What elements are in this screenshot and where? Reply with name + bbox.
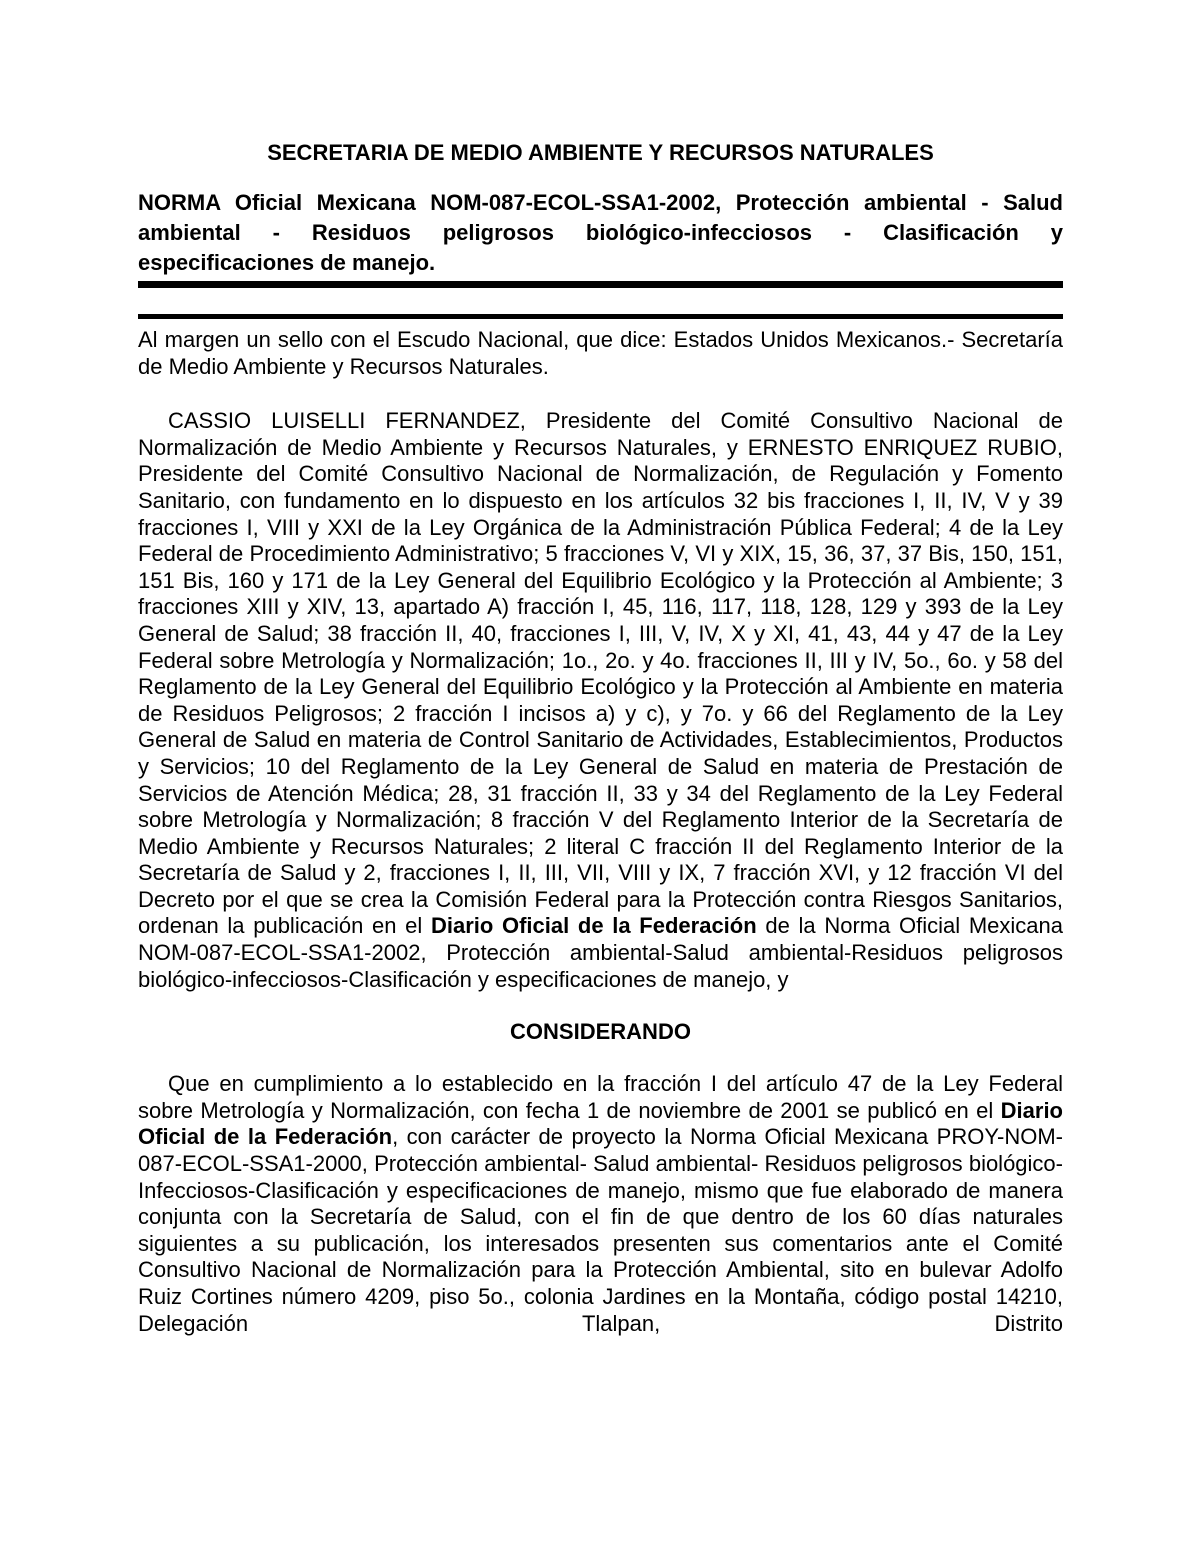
considerando-text-2: , con carácter de proyecto la Norma Oficial Mexicana PROY-NOM-087-ECOL-SSA1-2000, Protección ambiental- Salud ambiental- Residuos peligrosos biológico-Infecciosos-Clasificación y especificaciones de manejo, mismo que fue elaborado de manera conjunta con la Secretaría de Salud, con el fin de que dentro de los 60 días naturales siguientes a su publicación, los interesados presenten sus comentarios ante el Comité Consultivo Nacional de Normalización para la Protección Ambiental, sito en bulevar Adolfo Ruiz Cortines número 4209, piso 5o., colonia Jardines en la Montaña, código postal 14210, Delegación Tlalpan, Distrito <box>138 1124 1063 1336</box>
margin-note-paragraph: Al margen un sello con el Escudo Nacional, que dice: Estados Unidos Mexicanos.- Secretaría de Medio Ambiente y Recursos Naturales. <box>138 327 1063 379</box>
section-heading-considerando: CONSIDERANDO <box>510 1019 691 1045</box>
preamble-text-1: CASSIO LUISELLI FERNANDEZ, Presidente del Comité Consultivo Nacional de Normalización de Medio Ambiente y Recursos Naturales, y ERNESTO ENRIQUEZ RUBIO, Presidente del Comité Consultivo Nacional de Normalización, de Regulación y Fomento Sanitario, con fundamento en lo dispuesto en los artículos 32 bis fracciones I, II, IV, V y 39 fracciones I, VIII y XXI de la Ley Orgánica de la Administración Pública Federal; 4 de la Ley Federal de Procedimiento Administrativo; 5 fracciones V, VI y XIX, 15, 36, 37, 37 Bis, 150, 151, 151 Bis, 160 y 171 de la Ley General del Equilibrio Ecológico y la Protección al Ambiente; 3 fracciones XIII y XIV, 13, apartado A) fracción I, 45, 116, 117, 118, 128, 129 y 393 de la Ley General de Salud; 38 fracción II, 40, fracciones I, III, V, IV, X y XI, 41, 43, 44 y 47 de la Ley Federal sobre Metrología y Normalización; 1o., 2o. y 4o. fracciones II, III y IV, 5o., 6o. y 58 del Reglamento de la Ley General del Equilibrio Ecológico y la Protección al Ambiente en materia de Residuos Peligrosos; 2 fracción I incisos a) y c), y 7o. y 66 del Reglamento de la Ley General de Salud en materia de Control Sanitario de Actividades, Establecimientos, Productos y Servicios; 10 del Reglamento de la Ley General de Salud en materia de Prestación de Servicios de Atención Médica; 28, 31 fracción II, 33 y 34 del Reglamento de la Ley Federal sobre Metrología y Normalización; 8 fracción V del Reglamento Interior de la Secretaría de Medio Ambiente y Recursos Naturales; 2 literal C fracción II del Reglamento Interior de la Secretaría de Salud y 2, fracciones I, II, III, VII, VIII y IX, 7 fracción XVI, y 12 fracción VI del Decreto por el que se crea la Comisión Federal para la Protección contra Riesgos Sanitarios, ordenan la publicación en el <box>138 408 1063 939</box>
preamble-text-2: de la Norma Oficial Mexicana NOM-087-ECOL-SSA1-2002, Protección ambiental-Salud ambiental-Residuos peligrosos biológico-infecciosos-Clasificación y especificaciones de manejo, y <box>138 913 1063 992</box>
considerando-text-1: Que en cumplimiento a lo establecido en la fracción I del artículo 47 de la Ley Federal sobre Metrología y Normalización, con fecha 1 de noviembre de 2001 se publicó en el <box>138 1071 1063 1123</box>
considerando-diario-oficial: Diario Oficial de la Federación <box>138 1097 1063 1150</box>
preamble-diario-oficial: Diario Oficial de la Federación <box>430 913 757 939</box>
ministry-heading: SECRETARIA DE MEDIO AMBIENTE Y RECURSOS NATURALES <box>267 140 934 165</box>
preamble-paragraph <box>138 408 1063 993</box>
title-rule-bottom <box>138 314 1063 319</box>
document-page <box>138 138 1063 1337</box>
considerando-paragraph <box>138 1071 1063 1337</box>
title-rule-top <box>138 281 1063 288</box>
norm-title: NORMA Oficial Mexicana NOM-087-ECOL-SSA1-2002, Protección ambiental - Salud ambiental - Residuos peligrosos biológico-infecciosos - Clasificación y especificaciones de manejo. <box>138 190 1063 275</box>
